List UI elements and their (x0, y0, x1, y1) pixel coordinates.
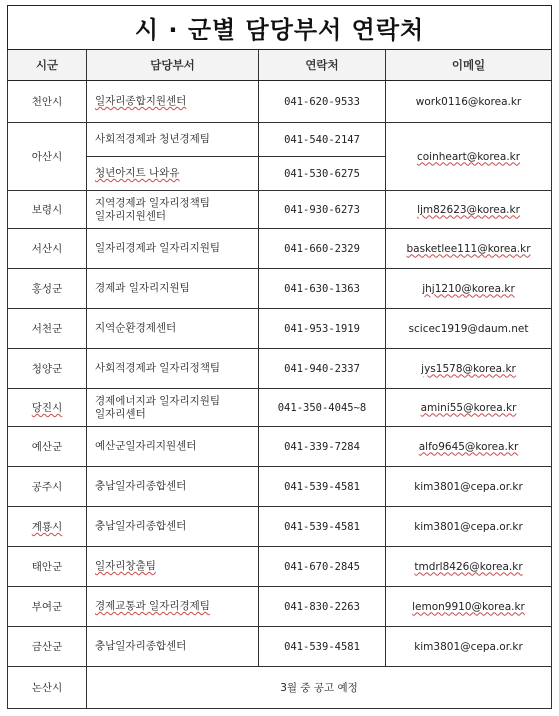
phone-cell: 041-953-1919 (259, 309, 386, 349)
department-cell: 경제과 일자리지원팀 (87, 269, 259, 309)
department-cell: 사회적경제과 청년경제팀 (87, 123, 259, 157)
phone-cell: 041-620-9533 (259, 81, 386, 123)
email-cell[interactable]: work0116@korea.kr (386, 81, 552, 123)
phone-cell: 041-940-2337 (259, 349, 386, 389)
city-cell: 천안시 (8, 81, 87, 123)
email-text: tmdrl8426@korea.kr (414, 560, 523, 573)
department-cell: 사회적경제과 일자리정책팀 (87, 349, 259, 389)
table-row (8, 269, 552, 309)
email-text: coinheart@korea.kr (416, 150, 521, 163)
phone-cell: 041-630-1363 (259, 269, 386, 309)
department-cell (87, 191, 259, 229)
email-text: alfo9645@korea.kr (418, 440, 519, 453)
email-cell[interactable] (386, 427, 552, 467)
phone-cell: 041-660-2329 (259, 229, 386, 269)
email-cell[interactable] (386, 269, 552, 309)
city-cell: 서산시 (8, 229, 87, 269)
city-cell: 청양군 (8, 349, 87, 389)
email-cell[interactable] (386, 229, 552, 269)
phone-cell: 041-350-4045~8 (259, 389, 386, 427)
department-text: 일자리종합지원센터 (95, 95, 187, 107)
header-phone: 연락처 (259, 50, 386, 81)
phone-cell: 041-530-6275 (259, 157, 386, 191)
city-cell: 공주시 (8, 467, 87, 507)
department-cell (87, 81, 259, 123)
email-cell[interactable] (386, 587, 552, 627)
city-cell: 예산군 (8, 427, 87, 467)
city-cell: 서천군 (8, 309, 87, 349)
department-cell: 일자리경제과 일자리지원팀 (87, 229, 259, 269)
department-cell: 예산군일자리지원센터 (87, 427, 259, 467)
department-text: 경제교통과 일자리경제팀 (95, 600, 210, 612)
table-row (8, 229, 552, 269)
header-email: 이메일 (386, 50, 552, 81)
table-row (8, 627, 552, 667)
city-cell: 홍성군 (8, 269, 87, 309)
email-text: jys1578@korea.kr (421, 362, 516, 375)
email-cell[interactable] (386, 191, 552, 229)
notice-cell: 3월 중 공고 예정 (87, 667, 552, 709)
table-row (8, 667, 552, 709)
email-cell[interactable]: kim3801@cepa.or.kr (386, 467, 552, 507)
phone-cell: 041-670-2845 (259, 547, 386, 587)
table-row (8, 547, 552, 587)
department-cell (87, 389, 259, 427)
email-cell[interactable]: scicec1919@daum.net (386, 309, 552, 349)
table-row (8, 507, 552, 547)
phone-cell: 041-339-7284 (259, 427, 386, 467)
department-text: 청년아지트 나와유 (95, 167, 180, 179)
email-cell[interactable] (386, 547, 552, 587)
department-cell: 충남일자리종합센터 (87, 627, 259, 667)
email-text: ljm82623@korea.kr (417, 203, 520, 216)
contact-table (7, 5, 552, 709)
page-title: 시 · 군별 담당부서 연락처 (8, 6, 552, 50)
phone-cell: 041-539-4581 (259, 627, 386, 667)
department-text: 일자리창출팀 (95, 560, 156, 572)
table-row (8, 349, 552, 389)
city-text: 당진시 (31, 402, 63, 414)
table-row (8, 389, 552, 427)
contact-sheet (7, 5, 551, 709)
table-row (8, 467, 552, 507)
city-cell: 부여군 (8, 587, 87, 627)
phone-cell: 041-539-4581 (259, 507, 386, 547)
department-cell (87, 547, 259, 587)
phone-cell: 041-830-2263 (259, 587, 386, 627)
table-row (8, 191, 552, 229)
phone-cell: 041-930-6273 (259, 191, 386, 229)
city-cell (8, 507, 87, 547)
department-text: 지역경제과 일자리정책팀 일자리지원센터 (95, 196, 210, 222)
department-text: 경제에너지과 일자리지원팀 일자리센터 (95, 394, 221, 420)
department-cell: 지역순환경제센터 (87, 309, 259, 349)
email-cell[interactable]: kim3801@cepa.or.kr (386, 507, 552, 547)
city-cell: 논산시 (8, 667, 87, 709)
email-cell[interactable] (386, 389, 552, 427)
city-cell: 태안군 (8, 547, 87, 587)
email-text: basketlee111@korea.kr (406, 242, 531, 255)
city-cell: 금산군 (8, 627, 87, 667)
email-text: amini55@korea.kr (420, 401, 517, 414)
table-row (8, 587, 552, 627)
department-cell (87, 157, 259, 191)
email-text: jhj1210@korea.kr (422, 282, 515, 295)
city-text: 계룡시 (31, 521, 63, 533)
city-cell (8, 389, 87, 427)
email-cell[interactable] (386, 123, 552, 191)
city-cell: 보령시 (8, 191, 87, 229)
header-department: 담당부서 (87, 50, 259, 81)
table-row (8, 427, 552, 467)
table-header-row (8, 50, 552, 81)
department-cell (87, 587, 259, 627)
email-cell[interactable]: kim3801@cepa.or.kr (386, 627, 552, 667)
header-city: 시군 (8, 50, 87, 81)
email-cell[interactable] (386, 349, 552, 389)
email-text: lemon9910@korea.kr (412, 600, 525, 613)
phone-cell: 041-539-4581 (259, 467, 386, 507)
table-row (8, 123, 552, 157)
department-cell: 충남일자리종합센터 (87, 467, 259, 507)
phone-cell: 041-540-2147 (259, 123, 386, 157)
table-row (8, 309, 552, 349)
department-cell: 충남일자리종합센터 (87, 507, 259, 547)
city-cell: 아산시 (8, 123, 87, 191)
table-row (8, 81, 552, 123)
